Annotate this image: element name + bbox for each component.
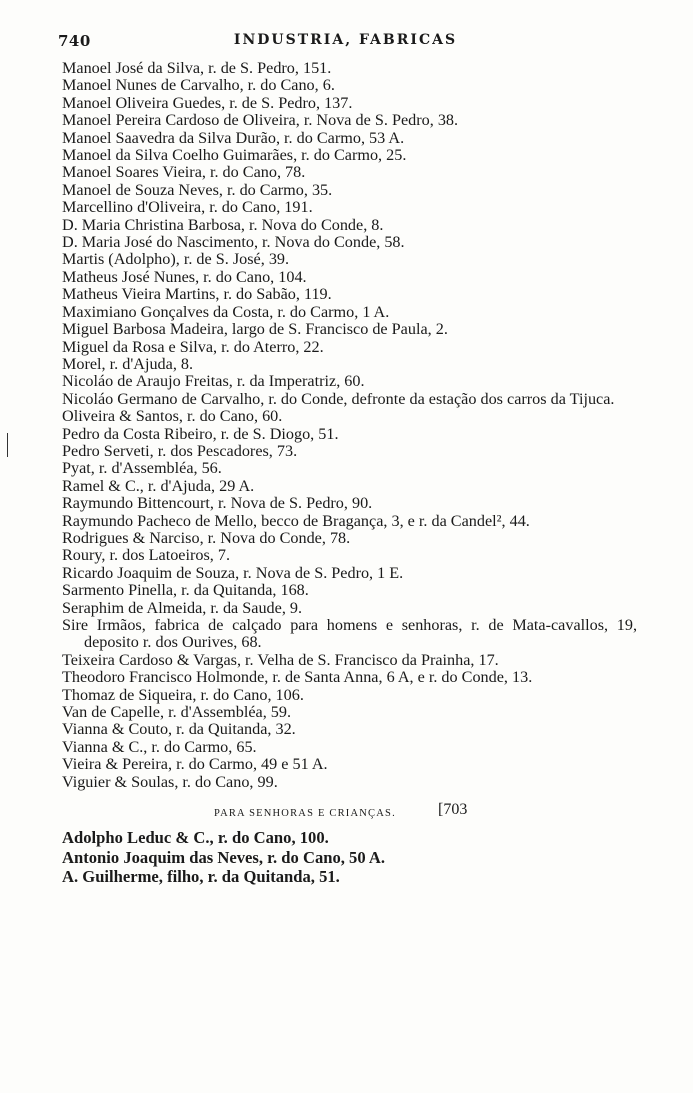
page-number: 740 <box>58 32 91 50</box>
list-item: Manoel José da Silva, r. de S. Pedro, 151. <box>62 59 332 77</box>
page-speckle-decoration <box>40 4 440 34</box>
list-item: Raymundo Pacheco de Mello, becco de Bragança, 3, e r. da Candel², 44. <box>62 511 530 530</box>
list-item: Manoel da Silva Coelho Guimarães, r. do Carmo, 25. <box>62 146 407 165</box>
list-item: Rodrigues & Narciso, r. Nova do Conde, 78. <box>62 528 351 547</box>
margin-mark <box>7 433 8 457</box>
list-item: Viguier & Soulas, r. do Cano, 99. <box>62 772 278 791</box>
list-item: Pedro Serveti, r. dos Pescadores, 73. <box>62 441 298 460</box>
list-item: Theodoro Francisco Holmonde, r. de Santa Anna, 6 A, e r. do Conde, 13. <box>62 668 533 687</box>
list-item: Matheus José Nunes, r. do Cano, 104. <box>62 267 307 286</box>
list-item: Roury, r. dos Latoeiros, 7. <box>62 546 230 565</box>
list-item: Manoel Pereira Cardoso de Oliveira, r. Nova de S. Pedro, 38. <box>62 111 459 130</box>
list-item: Manoel Oliveira Guedes, r. de S. Pedro, 137. <box>62 93 353 112</box>
page-catchword: [703 <box>438 801 468 819</box>
list-item: Miguel da Rosa e Silva, r. do Aterro, 22. <box>62 337 324 356</box>
list-item: Manoel Soares Vieira, r. do Cano, 78. <box>62 163 306 182</box>
list-item: Seraphim de Almeida, r. da Saude, 9. <box>62 598 303 617</box>
list-item: Nicoláo de Araujo Freitas, r. da Imperatriz, 60. <box>62 372 365 391</box>
list-item: Adolpho Leduc & C., r. do Cano, 100. <box>62 828 329 848</box>
list-item: Manoel Nunes de Carvalho, r. do Cano, 6. <box>62 76 335 95</box>
list-item: Marcellino d'Oliveira, r. do Cano, 191. <box>62 198 313 217</box>
list-item: Raymundo Bittencourt, r. Nova de S. Pedro, 90. <box>62 494 373 513</box>
list-item: Nicoláo Germano de Carvalho, r. do Conde, defronte da estação dos carros da Tijuca. <box>62 389 615 408</box>
section-title: PARA SENHORAS E CRIANÇAS. <box>214 808 396 820</box>
list-item: Matheus Vieira Martins, r. do Sabão, 119. <box>62 285 332 304</box>
section-subheading <box>62 801 637 819</box>
list-item: D. Maria Christina Barbosa, r. Nova do Conde, 8. <box>62 215 384 234</box>
list-item: Pyat, r. d'Assembléa, 56. <box>62 459 222 478</box>
list-item: Vieira & Pereira, r. do Carmo, 49 e 51 A. <box>62 755 328 774</box>
directory-listing <box>62 60 637 887</box>
page-header <box>58 32 633 54</box>
list-item: Oliveira & Santos, r. do Cano, 60. <box>62 407 283 426</box>
list-item: Vianna & Couto, r. da Quitanda, 32. <box>62 720 296 739</box>
list-item: Ramel & C., r. d'Ajuda, 29 A. <box>62 476 255 495</box>
list-item: Thomaz de Siqueira, r. do Cano, 106. <box>62 685 304 704</box>
list-item: Miguel Barbosa Madeira, largo de S. Francisco de Paula, 2. <box>62 320 448 339</box>
list-item: Sarmento Pinella, r. da Quitanda, 168. <box>62 581 309 600</box>
list-item: Maximiano Gonçalves da Costa, r. do Carmo, 1 A. <box>62 302 390 321</box>
running-title: INDUSTRIA, FABRICAS <box>233 32 458 48</box>
list-item: Vianna & C., r. do Carmo, 65. <box>62 737 257 756</box>
list-item: Antonio Joaquim das Neves, r. do Cano, 50 A. <box>62 847 386 867</box>
list-item: Van de Capelle, r. d'Assembléa, 59. <box>62 703 292 722</box>
list-item: Pedro da Costa Ribeiro, r. de S. Diogo, 51. <box>62 424 339 443</box>
list-item: Martis (Adolpho), r. de S. José, 39. <box>62 250 290 269</box>
list-item: Teixeira Cardoso & Vargas, r. Velha de S. Francisco da Prainha, 17. <box>62 650 499 669</box>
list-item: D. Maria José do Nascimento, r. Nova do Conde, 58. <box>62 233 405 252</box>
list-item: Manoel de Souza Neves, r. do Carmo, 35. <box>62 180 333 199</box>
list-item: Ricardo Joaquim de Souza, r. Nova de S. Pedro, 1 E. <box>62 563 404 582</box>
list-item: Manoel Saavedra da Silva Durão, r. do Carmo, 53 A. <box>62 128 405 147</box>
list-item: Sire Irmãos, fabrica de calçado para homens e senhoras, r. de Mata-cavallos, 19, deposito r. dos Ourives, 68. <box>62 616 637 652</box>
list-item: A. Guilherme, filho, r. da Quitanda, 51. <box>62 867 340 887</box>
second-section-listing <box>62 828 637 887</box>
list-item: Morel, r. d'Ajuda, 8. <box>62 354 194 373</box>
